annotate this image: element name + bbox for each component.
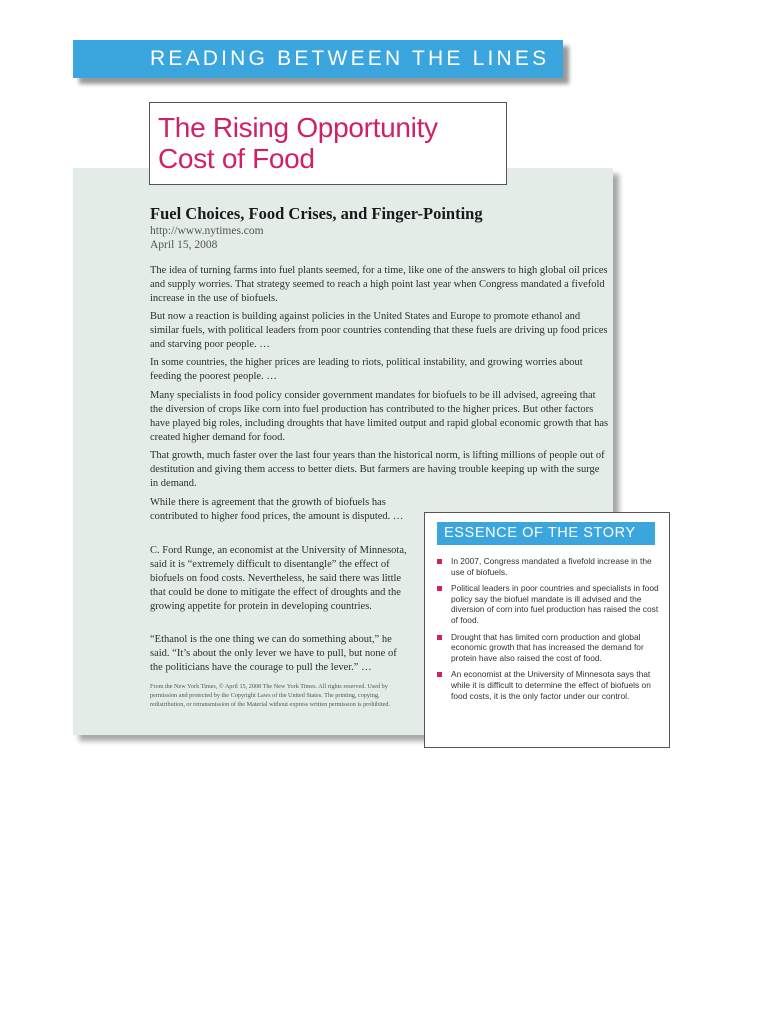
title-box <box>149 102 507 185</box>
essence-title: ESSENCE OF THE STORY <box>437 522 655 545</box>
essence-item-text: In 2007, Congress mandated a fivefold increase in the use of biofuels. <box>451 556 652 577</box>
essence-item-text: Political leaders in poor countries and specialists in food policy say the biofuel mandate is ill advised and the diversion of corn into fuel production has raised the cost of food. <box>451 583 659 625</box>
essence-item-text: Drought that has limited corn production and global economic growth that has increased the demand for protein have also raised the cost of food. <box>451 631 644 663</box>
page-title-line-2: Cost of Food <box>158 143 315 174</box>
bullet-icon <box>437 672 442 677</box>
copyright-note: From the New York Times, © April 15, 2008 The New York Times. All rights reserved. Used by permission and protected by the Copyright Laws of the United States. The printing, copying, redistribution, or retransmission of the Material without express written permission is prohibited. <box>150 683 391 708</box>
section-banner <box>73 40 563 78</box>
essence-item <box>436 669 662 701</box>
article-paragraph: “Ethanol is the one thing we can do something about,” he said. “It’s about the only lever we have to pull, but none of the politicians have the courage to pull the lever.” … <box>150 634 397 673</box>
article-paragraph: Many specialists in food policy consider government mandates for biofuels to be ill advised, agreeing that the diversion of crops like corn into fuel production has contributed to the higher prices. But other factors have played big roles, including droughts that have limited output and rapid global economic growth that has created higher demand for food. <box>150 390 609 443</box>
article-paragraph: In some countries, the higher prices are leading to riots, political instability, and growing worries about feeding the poorest people. … <box>150 357 583 382</box>
essence-item <box>436 632 662 664</box>
bullet-icon <box>437 559 442 564</box>
essence-box <box>424 512 670 748</box>
essence-list <box>436 556 662 707</box>
article-source-url: http://www.nytimes.com <box>150 225 264 237</box>
bullet-icon <box>437 586 442 591</box>
article-paragraph: While there is agreement that the growth of biofuels has contributed to higher food prices, the amount is disputed. … <box>150 497 404 522</box>
page-title-line-1: The Rising Opportunity <box>158 112 438 143</box>
article-paragraph: The idea of turning farms into fuel plants seemed, for a time, like one of the answers to high global oil prices and supply worries. That strategy seemed to reach a high point last year when Congress mandated a fivefold increase in the use of biofuels. <box>150 265 608 304</box>
bullet-icon <box>437 635 442 640</box>
essence-item <box>436 556 662 577</box>
banner-text: READING BETWEEN THE LINES <box>150 47 550 70</box>
article-headline: Fuel Choices, Food Crises, and Finger-Pointing <box>150 204 483 223</box>
article-paragraph: That growth, much faster over the last four years than the historical norm, is lifting millions of people out of destitution and giving them access to better diets. But farmers are having trouble keeping up with the surge in demand. <box>150 450 605 489</box>
article-paragraph: C. Ford Runge, an economist at the University of Minnesota, said it is “extremely difficult to disentangle” the effect of biofuels on food costs. Nevertheless, he said there was little that could be done to mitigate the effect of droughts and the growing appetite for protein in developing countries. <box>150 545 407 612</box>
article-paragraph: But now a reaction is building against policies in the United States and Europe to promote ethanol and similar fuels, with political leaders from poor countries contending that these fuels are driving up food prices and starving poor people. … <box>150 311 608 350</box>
article-date: April 15, 2008 <box>150 239 218 251</box>
essence-item-text: An economist at the University of Minnesota says that while it is difficult to determine the effect of biofuels on food costs, it is the only factor under our control. <box>451 669 651 701</box>
essence-item <box>436 583 662 625</box>
